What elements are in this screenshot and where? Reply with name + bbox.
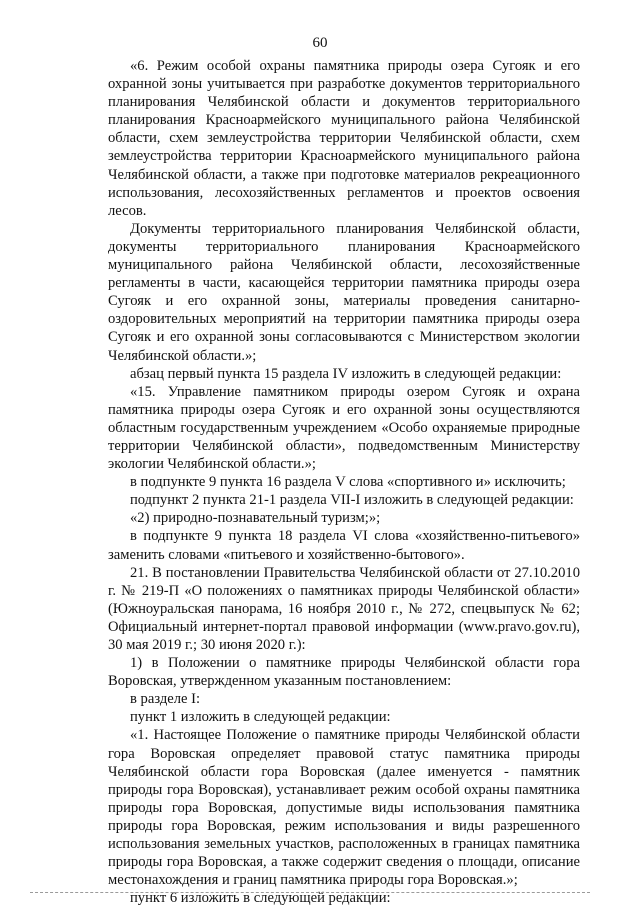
paragraph-item-6-regime: «6. Режим особой охраны памятника природы озера Сугояк и его охранной зоны учитывается при разработке документов территориального планирования Челябинской области и документов территориального планирования Красноармейского муниципального района Челябинской области, схем землеустройства территории Челябинской области, схем землеустройства территории Красноармейского муниципального района Челябинской области, а также при подготовке материалов рекреационного использования, лесохозяйственных регламентов и проектов освоения лесов. bbox=[108, 58, 580, 219]
paragraph-subitem-2-item-21-1: подпункт 2 пункта 21-1 раздела VII-I изложить в следующей редакции: bbox=[130, 492, 574, 509]
paragraph-item-1-amend: пункт 1 изложить в следующей редакции: bbox=[130, 709, 391, 726]
paragraph-item-6-amend: пункт 6 изложить в следующей редакции: bbox=[130, 890, 391, 907]
paragraph-section-i: в разделе I: bbox=[130, 691, 201, 708]
paragraph-section-21: 21. В постановлении Правительства Челябинской области от 27.10.2010 г. № 219-П «О положениях о памятниках природы Челябинской области» (Южноуральская панорама, 16 ноября 2010 г., № 272, спецвыпуск № 62; Официальный интернет-портал правовой информации (www.pravo.gov.ru), 30 мая 2019 г.; 30 июня 2020 г.): bbox=[108, 564, 580, 653]
paragraph-vorovskaya-regulation: 1) в Положении о памятнике природы Челябинской области гора Воровская, утвержденном указанным постановлением: bbox=[108, 655, 580, 690]
paragraph-item-15-management: «15. Управление памятником природы озером Сугояк и охрана памятника природы озера Сугояк и его охранной зоны осуществляются областным государственным учреждением «Особо охраняемые природные территории Челябинской области», подведомственным Министерству экологии Челябинской области.»; bbox=[108, 383, 580, 473]
paragraph-tourism: «2) природно-познавательный туризм;»; bbox=[130, 510, 381, 527]
paragraph-amend-item-15: абзац первый пункта 15 раздела IV изложить в следующей редакции: bbox=[130, 365, 562, 382]
page-number: 60 bbox=[312, 35, 328, 51]
paragraph-item-1-text: «1. Настоящее Положение о памятнике природы Челябинской области гора Воровская определяет правовой статус памятника природы Челябинской области гора Воровская (далее именуется - памятник природы гора Воровская), устанавливает режим особой охраны памятника природы гора Воровская, допустимые виды использования памятника природы гора Воровская, режим использования и виды разрешенного использования земельных участков, расположенных в границах памятника природы гора Воровская, а также содержит сведения о площади, описание местонахождения и границ памятника природы гора Воровская.»; bbox=[108, 727, 580, 889]
paragraph-subitem-9-item-18: в подпункте 9 пункта 18 раздела VI слова «хозяйственно-питьевого» заменить словами «питьевого и хозяйственно-бытового». bbox=[108, 528, 580, 563]
document-body bbox=[108, 57, 580, 907]
paragraph-subitem-9-item-16: в подпункте 9 пункта 16 раздела V слова «спортивного и» исключить; bbox=[130, 474, 566, 491]
paragraph-planning-documents: Документы территориального планирования Челябинской области, документы территориального планирования Красноармейского муниципального района Челябинской области, лесохозяйственные регламенты в части, касающейся территории памятника природы озера Сугояк и его охранной зоны, материалы проведения санитарно-оздоровительных мероприятий на территории памятника природы озера Сугояк и его охранной зоны согласовываются с Министерством экологии Челябинской области.»; bbox=[108, 220, 580, 364]
scan-edge-line bbox=[30, 892, 590, 893]
